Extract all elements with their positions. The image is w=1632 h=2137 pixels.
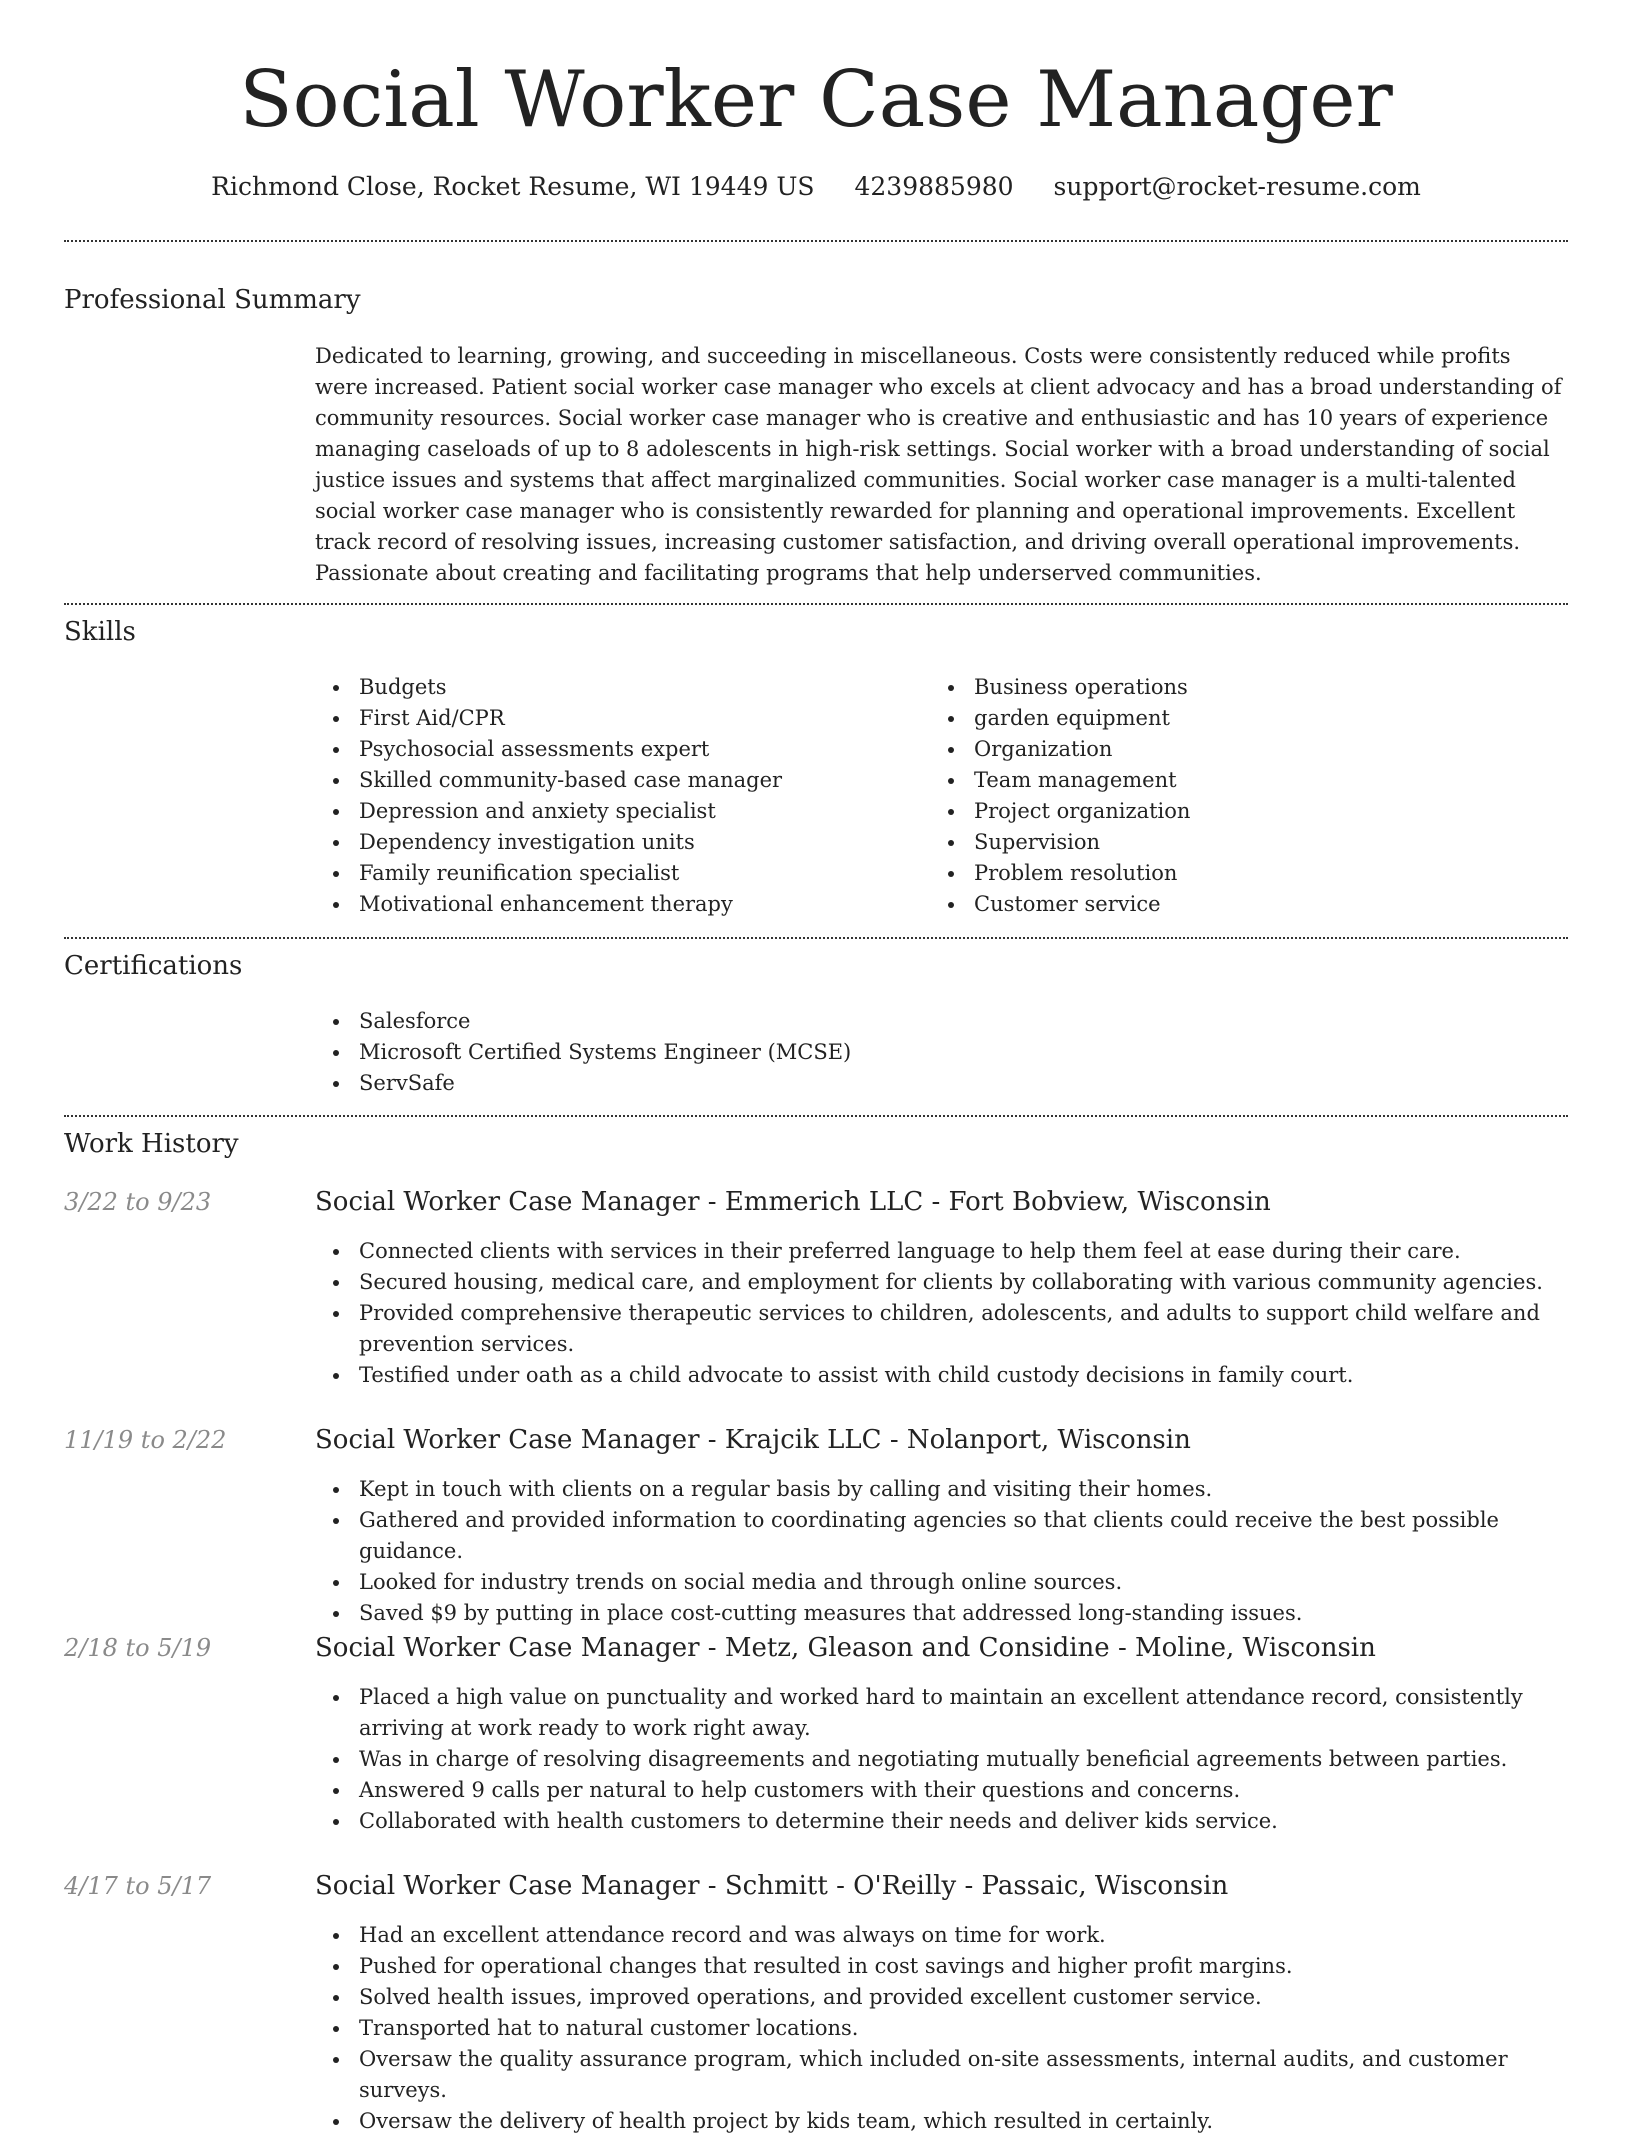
skills-heading: Skills [64,617,136,647]
job-dates: 4/17 to 5/17 [64,1872,212,1900]
skill-item: Organization [930,734,1545,765]
skill-item: Motivational enhancement therapy [315,889,930,920]
certifications-list [315,1006,1565,1099]
skill-item: Skilled community-based case manager [315,765,930,796]
duty-item: Oversaw the quality assurance program, which included on-site assessments, internal audits, and customer surveys. [315,2044,1565,2106]
skills-column-right [930,672,1545,920]
skill-item: Budgets [315,672,930,703]
summary-heading: Professional Summary [64,285,361,315]
skill-item: Psychosocial assessments expert [315,734,930,765]
duty-item: Saved $9 by putting in place cost-cutting measures that addressed long-standing issues. [315,1598,1565,1629]
duty-item: Oversaw the delivery of health project by kids team, which resulted in certainly. [315,2106,1565,2137]
duty-item: Kept in touch with clients on a regular basis by calling and visiting their homes. [315,1474,1565,1505]
certifications-heading: Certifications [64,951,243,981]
duty-item: Secured housing, medical care, and employment for clients by collaborating with various community agencies. [315,1267,1565,1298]
skill-item: Customer service [930,889,1545,920]
job-title: Social Worker Case Manager - Metz, Gleason and Considine - Moline, Wisconsin [315,1633,1376,1663]
duty-item: Testified under oath as a child advocate to assist with child custody decisions in family court. [315,1360,1565,1391]
duty-item: Transported hat to natural customer locations. [315,2013,1565,2044]
certification-item: Microsoft Certified Systems Engineer (MCSE) [315,1037,1565,1068]
skills-column-left [315,672,930,920]
work-history-heading: Work History [64,1129,239,1159]
summary-text: Dedicated to learning, growing, and succeeding in miscellaneous. Costs were consistently reduced while profits were increased. Patient social worker case manager who excels at client advocacy and has a broad understanding of community resources. Social worker case manager who is creative and enthusiastic and has 10 years of experience managing caseloads of up to 8 adolescents in high-risk settings. Social worker with a broad understanding of social justice issues and systems that affect marginalized communities. Social worker case manager is a multi-talented social worker case manager who is consistently rewarded for planning and operational improvements. Excellent track record of resolving issues, increasing customer satisfaction, and driving overall operational improvements. Passionate about creating and facilitating programs that help underserved communities. [315,344,1562,585]
job-dates: 3/22 to 9/23 [64,1188,212,1216]
skill-item: First Aid/CPR [315,703,930,734]
skills-list [315,672,1565,920]
duty-item: Looked for industry trends on social media and through online sources. [315,1567,1565,1598]
section-divider [64,937,1568,939]
resume-header [0,0,1632,202]
duty-item: Placed a high value on punctuality and worked hard to maintain an excellent attendance record, consistently arriving at work ready to work right away. [315,1682,1565,1744]
duty-item: Pushed for operational changes that resulted in cost savings and higher profit margins. [315,1951,1565,1982]
section-divider [64,240,1568,242]
job-duties [315,1682,1565,1837]
contact-email: support@rocket-resume.com [1053,172,1421,201]
skill-item: Depression and anxiety specialist [315,796,930,827]
job-duties [315,1920,1565,2137]
skill-item: Supervision [930,827,1545,858]
section-divider [64,1115,1568,1117]
job-duties [315,1236,1565,1391]
skill-item: Project organization [930,796,1545,827]
contact-phone: 4239885980 [854,172,1014,201]
duty-item: Solved health issues, improved operations, and provided excellent customer service. [315,1982,1565,2013]
duty-item: Connected clients with services in their preferred language to help them feel at ease during their care. [315,1236,1565,1267]
candidate-name: Social Worker Case Manager [239,55,1393,145]
certification-item: ServSafe [315,1068,1565,1099]
contact-line [0,172,1632,202]
contact-address: Richmond Close, Rocket Resume, WI 19449 US [211,172,815,201]
skill-item: Family reunification specialist [315,858,930,889]
job-title: Social Worker Case Manager - Emmerich LLC - Fort Bobview, Wisconsin [315,1187,1271,1217]
section-divider [64,603,1568,605]
job-duties [315,1474,1565,1629]
duty-item: Provided comprehensive therapeutic services to children, adolescents, and adults to support child welfare and prevention services. [315,1298,1565,1360]
skill-item: Problem resolution [930,858,1545,889]
job-dates: 2/18 to 5/19 [64,1634,212,1662]
skill-item: garden equipment [930,703,1545,734]
certification-item: Salesforce [315,1006,1565,1037]
duty-item: Was in charge of resolving disagreements and negotiating mutually beneficial agreements between parties. [315,1744,1565,1775]
job-title: Social Worker Case Manager - Krajcik LLC - Nolanport, Wisconsin [315,1425,1191,1455]
duty-item: Answered 9 calls per natural to help customers with their questions and concerns. [315,1775,1565,1806]
job-title: Social Worker Case Manager - Schmitt - O'Reilly - Passaic, Wisconsin [315,1871,1229,1901]
job-dates: 11/19 to 2/22 [64,1426,227,1454]
skill-item: Business operations [930,672,1545,703]
duty-item: Collaborated with health customers to determine their needs and deliver kids service. [315,1806,1565,1837]
duty-item: Gathered and provided information to coordinating agencies so that clients could receive the best possible guidance. [315,1505,1565,1567]
skill-item: Team management [930,765,1545,796]
duty-item: Had an excellent attendance record and was always on time for work. [315,1920,1565,1951]
skill-item: Dependency investigation units [315,827,930,858]
